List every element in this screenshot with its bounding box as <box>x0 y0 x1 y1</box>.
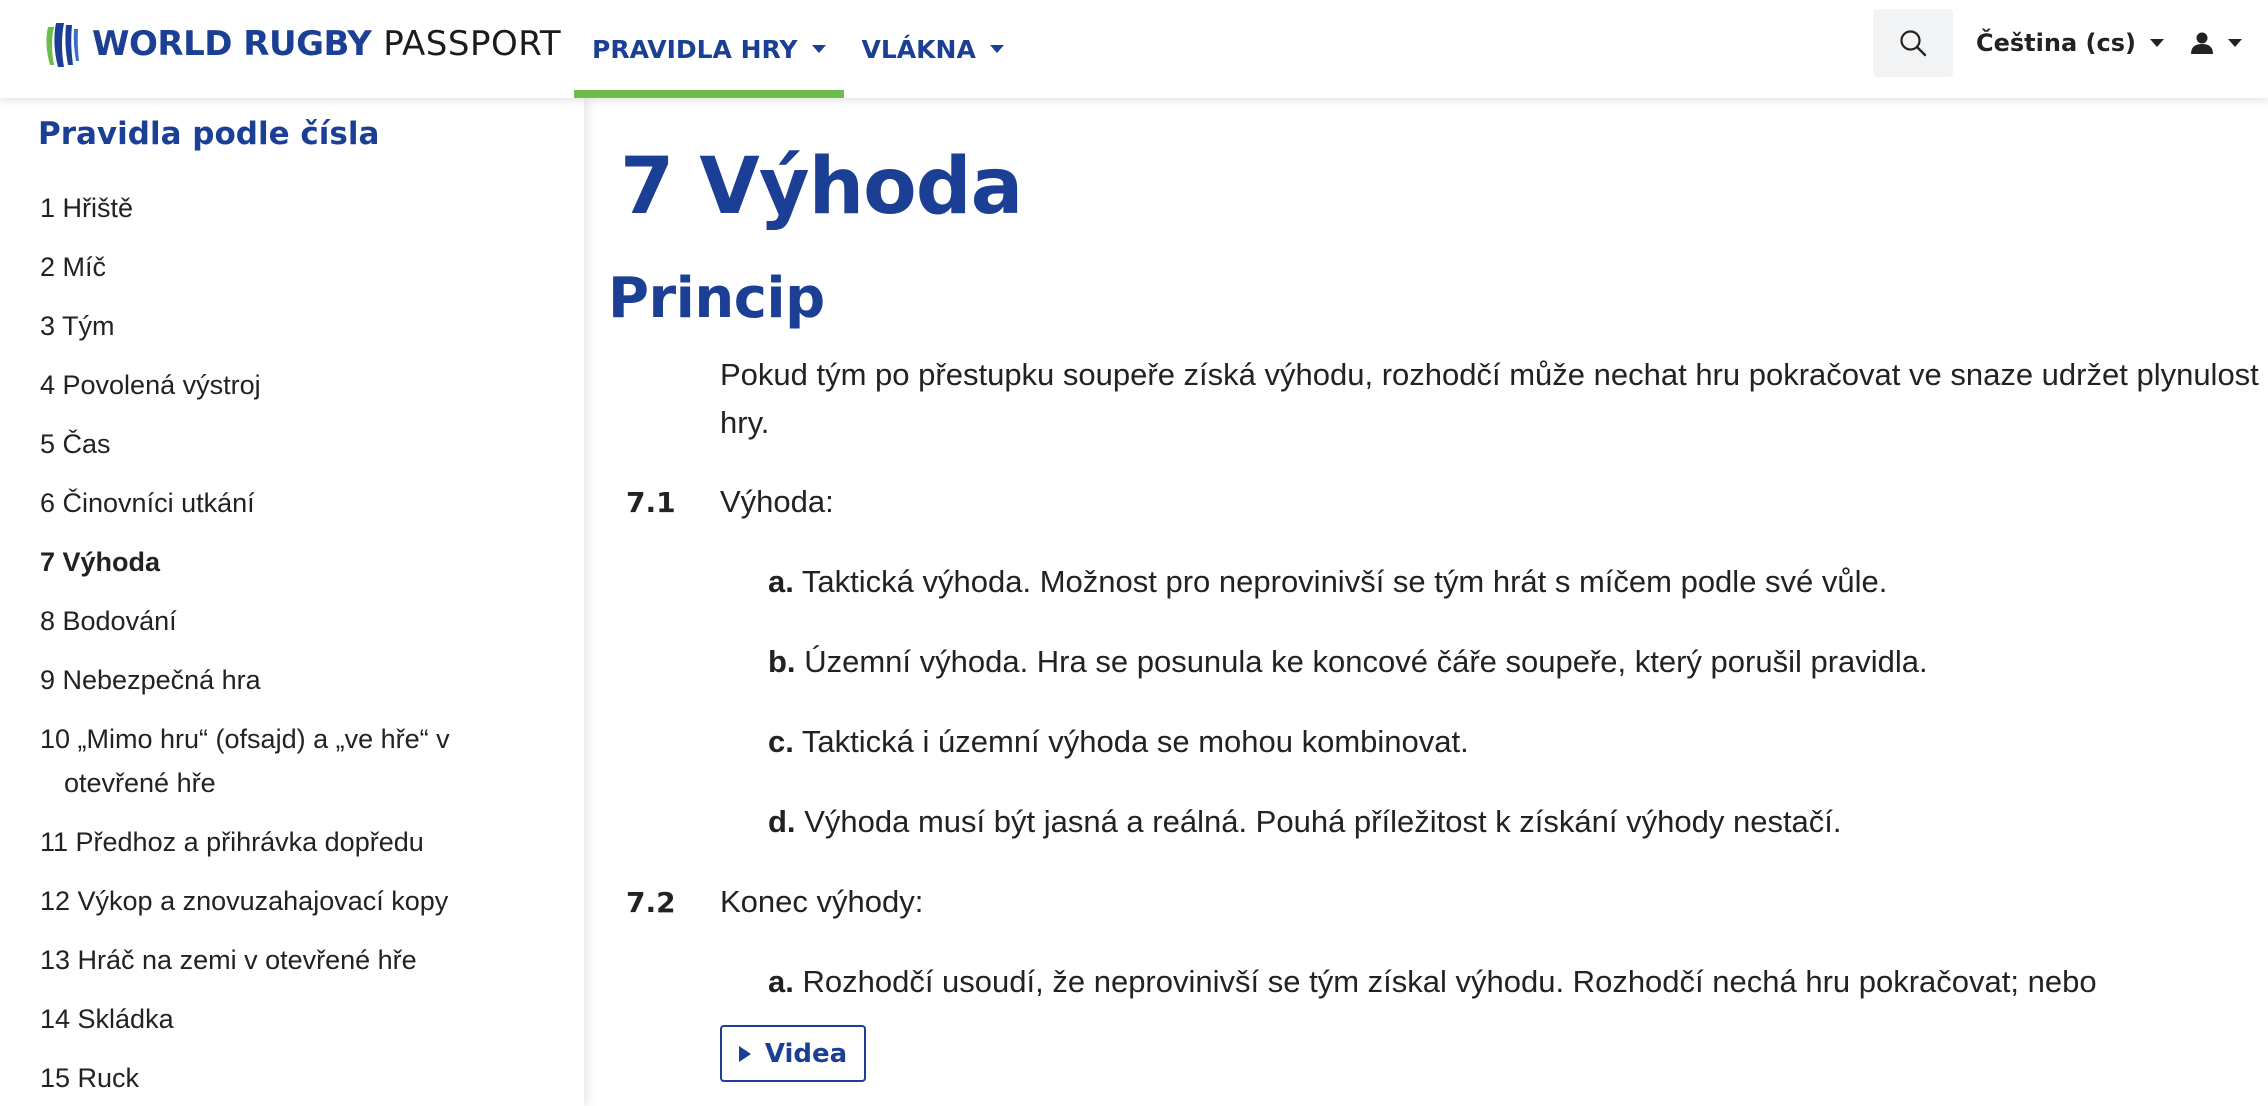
top-navbar <box>0 0 2268 98</box>
chevron-down-icon <box>812 45 826 53</box>
sidebar-item-law-14[interactable]: 14 Skládka <box>40 1004 174 1034</box>
sidebar-item-law-4[interactable]: 4 Povolená výstroj <box>40 370 261 400</box>
list-item <box>768 964 2097 1000</box>
section-label: Výhoda: <box>720 484 834 519</box>
laws-list <box>40 186 560 1106</box>
world-rugby-passport-logo[interactable] <box>42 18 561 70</box>
list-item <box>768 564 1887 600</box>
list-marker: c. <box>768 724 794 759</box>
videos-button[interactable] <box>720 1025 866 1082</box>
list-item-text: Územní výhoda. Hra se posunula ke koncové čáře soupeře, který porušil pravidla. <box>804 644 1928 679</box>
videos-button-label: Videa <box>764 1038 848 1069</box>
section-number: 7.2 <box>626 886 676 919</box>
sidebar-item-law-11[interactable]: 11 Předhoz a přihrávka dopředu <box>40 827 424 857</box>
chevron-down-icon <box>2228 39 2242 47</box>
chevron-down-icon <box>990 45 1004 53</box>
world-rugby-logo-icon <box>42 19 82 69</box>
sidebar-item-law-13[interactable]: 13 Hráč na zemi v otevřené hře <box>40 945 417 975</box>
sidebar-item-law-5[interactable]: 5 Čas <box>40 429 111 459</box>
list-marker: a. <box>768 564 794 599</box>
principle-text: Pokud tým po přestupku soupeře získá výhodu, rozhodčí může nechat hru pokračovat ve snaze udržet plynulost hry. <box>720 357 2259 440</box>
sidebar-item-law-9[interactable]: 9 Nebezpečná hra <box>40 665 261 695</box>
section-heading: Princip <box>608 266 825 331</box>
nav-item-label: VLÁKNA <box>861 34 976 64</box>
laws-sidebar <box>0 98 584 1106</box>
sidebar-title: Pravidla podle čísla <box>38 116 380 152</box>
sidebar-item-law-1[interactable]: 1 Hřiště <box>40 193 134 223</box>
section-number: 7.1 <box>626 486 676 519</box>
list-marker: d. <box>768 804 796 839</box>
list-item <box>768 724 1469 760</box>
user-icon <box>2190 31 2214 55</box>
sidebar-item-law-12[interactable]: 12 Výkop a znovuzahajovací kopy <box>40 886 449 916</box>
sidebar-item-law-10[interactable]: 10 „Mimo hru“ (ofsajd) a „ve hře“ v otevřené hře <box>40 724 450 798</box>
search-button[interactable] <box>1873 9 1953 77</box>
sidebar-item-law-7-current[interactable]: 7 Výhoda <box>40 547 161 577</box>
list-item-text: Výhoda musí být jasná a reálná. Pouhá příležitost k získání výhody nestačí. <box>804 804 1842 839</box>
play-icon <box>739 1046 751 1062</box>
list-item <box>768 804 1842 840</box>
nav-threads[interactable] <box>844 0 1022 98</box>
user-menu[interactable] <box>2190 0 2242 86</box>
language-label: Čeština (cs) <box>1976 29 2136 57</box>
list-item-text: Taktická i územní výhoda se mohou kombinovat. <box>801 724 1469 759</box>
sidebar-item-law-3[interactable]: 3 Tým <box>40 311 115 341</box>
sidebar-item-law-15[interactable]: 15 Ruck <box>40 1063 140 1093</box>
list-marker: b. <box>768 644 796 679</box>
search-icon <box>1898 28 1928 58</box>
sidebar-item-law-8[interactable]: 8 Bodování <box>40 606 177 636</box>
sidebar-item-law-2[interactable]: 2 Míč <box>40 252 107 282</box>
list-item-text: Rozhodčí usoudí, že neprovinivší se tým získal výhodu. Rozhodčí nechá hru pokračovat; nebo <box>802 964 2097 999</box>
law-content <box>584 98 2268 1106</box>
main-nav <box>574 0 1022 98</box>
nav-item-label: PRAVIDLA HRY <box>592 34 798 64</box>
nav-laws-of-the-game[interactable] <box>574 0 844 98</box>
chevron-down-icon <box>2150 39 2164 47</box>
language-selector[interactable] <box>1976 0 2164 86</box>
logo-brand-text: WORLD RUGBY <box>92 24 372 64</box>
list-item <box>768 644 1928 680</box>
page-title: 7 Výhoda <box>620 142 1023 232</box>
list-item-text: Taktická výhoda. Možnost pro neprovinivší se tým hrát s míčem podle své vůle. <box>801 564 1888 599</box>
section-label: Konec výhody: <box>720 884 924 919</box>
list-marker: a. <box>768 964 794 999</box>
logo-product-text: PASSPORT <box>383 24 562 64</box>
sidebar-item-law-6[interactable]: 6 Činovníci utkání <box>40 488 255 518</box>
